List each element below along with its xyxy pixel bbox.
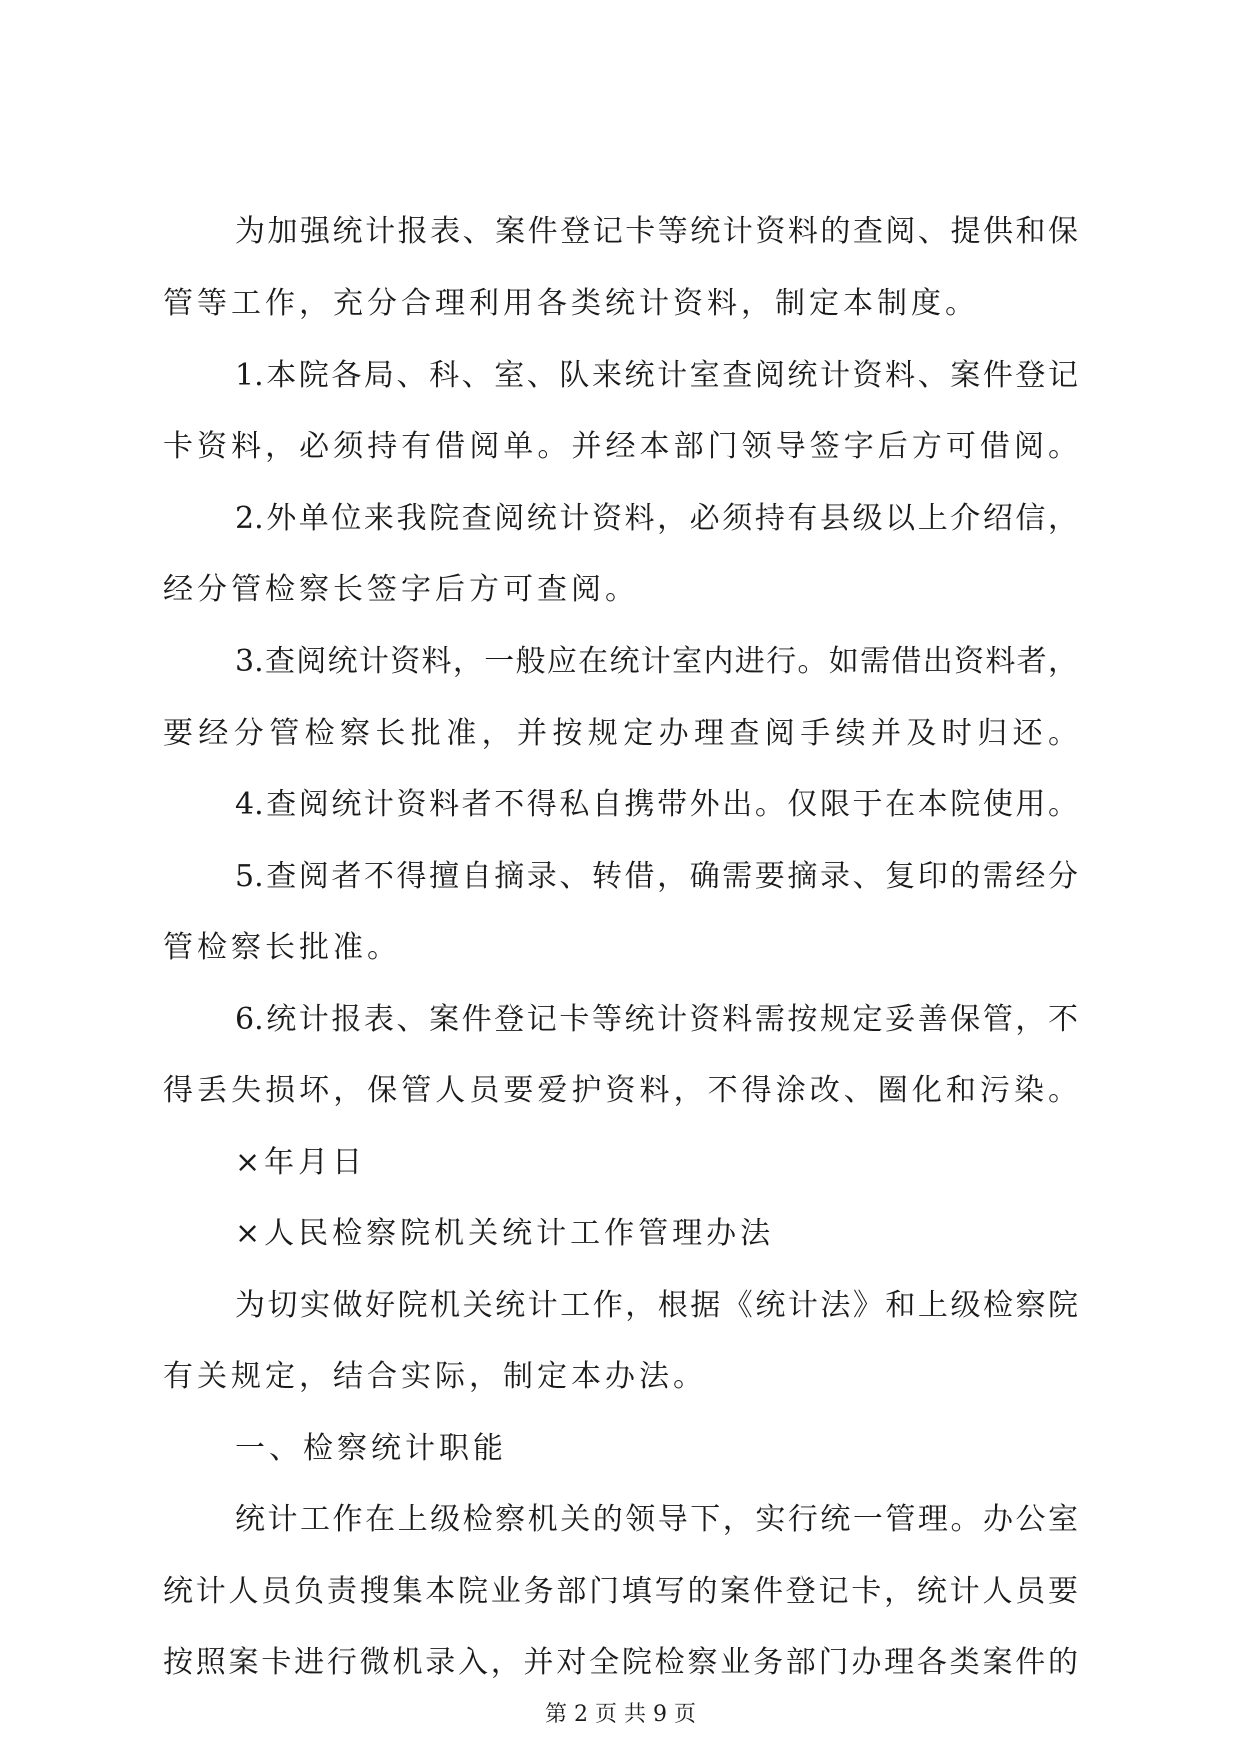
paragraph-line: 为切实做好院机关统计工作，根据《统计法》和上级检察院	[235, 1288, 1078, 1323]
paragraph-line: 卡资料，必须持有借阅单。并经本部门领导签字后方可借阅。	[163, 429, 1078, 464]
date-line: ×年月日	[235, 1145, 367, 1180]
paragraph-line: 管等工作，充分合理利用各类统计资料，制定本制度。	[163, 286, 979, 321]
paragraph-line: 要经分管检察长批准，并按规定办理查阅手续并及时归还。	[163, 716, 1078, 751]
paragraph-line: 3.查阅统计资料，一般应在统计室内进行。如需借出资料者，	[235, 644, 1078, 679]
paragraph-line: 按照案卡进行微机录入，并对全院检察业务部门办理各类案件的	[163, 1645, 1078, 1680]
paragraph-line: 为加强统计报表、案件登记卡等统计资料的查阅、提供和保	[235, 214, 1078, 249]
paragraph-line: 1.本院各局、科、室、队来统计室查阅统计资料、案件登记	[235, 358, 1078, 393]
paragraph-line: 有关规定，结合实际，制定本办法。	[163, 1359, 707, 1394]
paragraph-line: 4.查阅统计资料者不得私自携带外出。仅限于在本院使用。	[235, 787, 1078, 822]
section-heading: 一、检察统计职能	[235, 1431, 507, 1466]
paragraph-line: 管检察长批准。	[163, 930, 401, 965]
paragraph-line: 得丢失损坏，保管人员要爱护资料，不得涂改、圈化和污染。	[163, 1073, 1078, 1108]
paragraph-line: 统计人员负责搜集本院业务部门填写的案件登记卡，统计人员要	[163, 1574, 1078, 1609]
section-title: ×人民检察院机关统计工作管理办法	[235, 1216, 775, 1251]
paragraph-line: 2.外单位来我院查阅统计资料，必须持有县级以上介绍信，	[235, 501, 1078, 536]
paragraph-line: 6.统计报表、案件登记卡等统计资料需按规定妥善保管，不	[235, 1002, 1078, 1037]
paragraph-line: 经分管检察长签字后方可查阅。	[163, 572, 639, 607]
page-number: 第 2 页 共 9 页	[545, 1702, 696, 1727]
paragraph-line: 统计工作在上级检察机关的领导下，实行统一管理。办公室	[235, 1502, 1078, 1537]
paragraph-line: 5.查阅者不得擅自摘录、转借，确需要摘录、复印的需经分	[235, 859, 1078, 894]
